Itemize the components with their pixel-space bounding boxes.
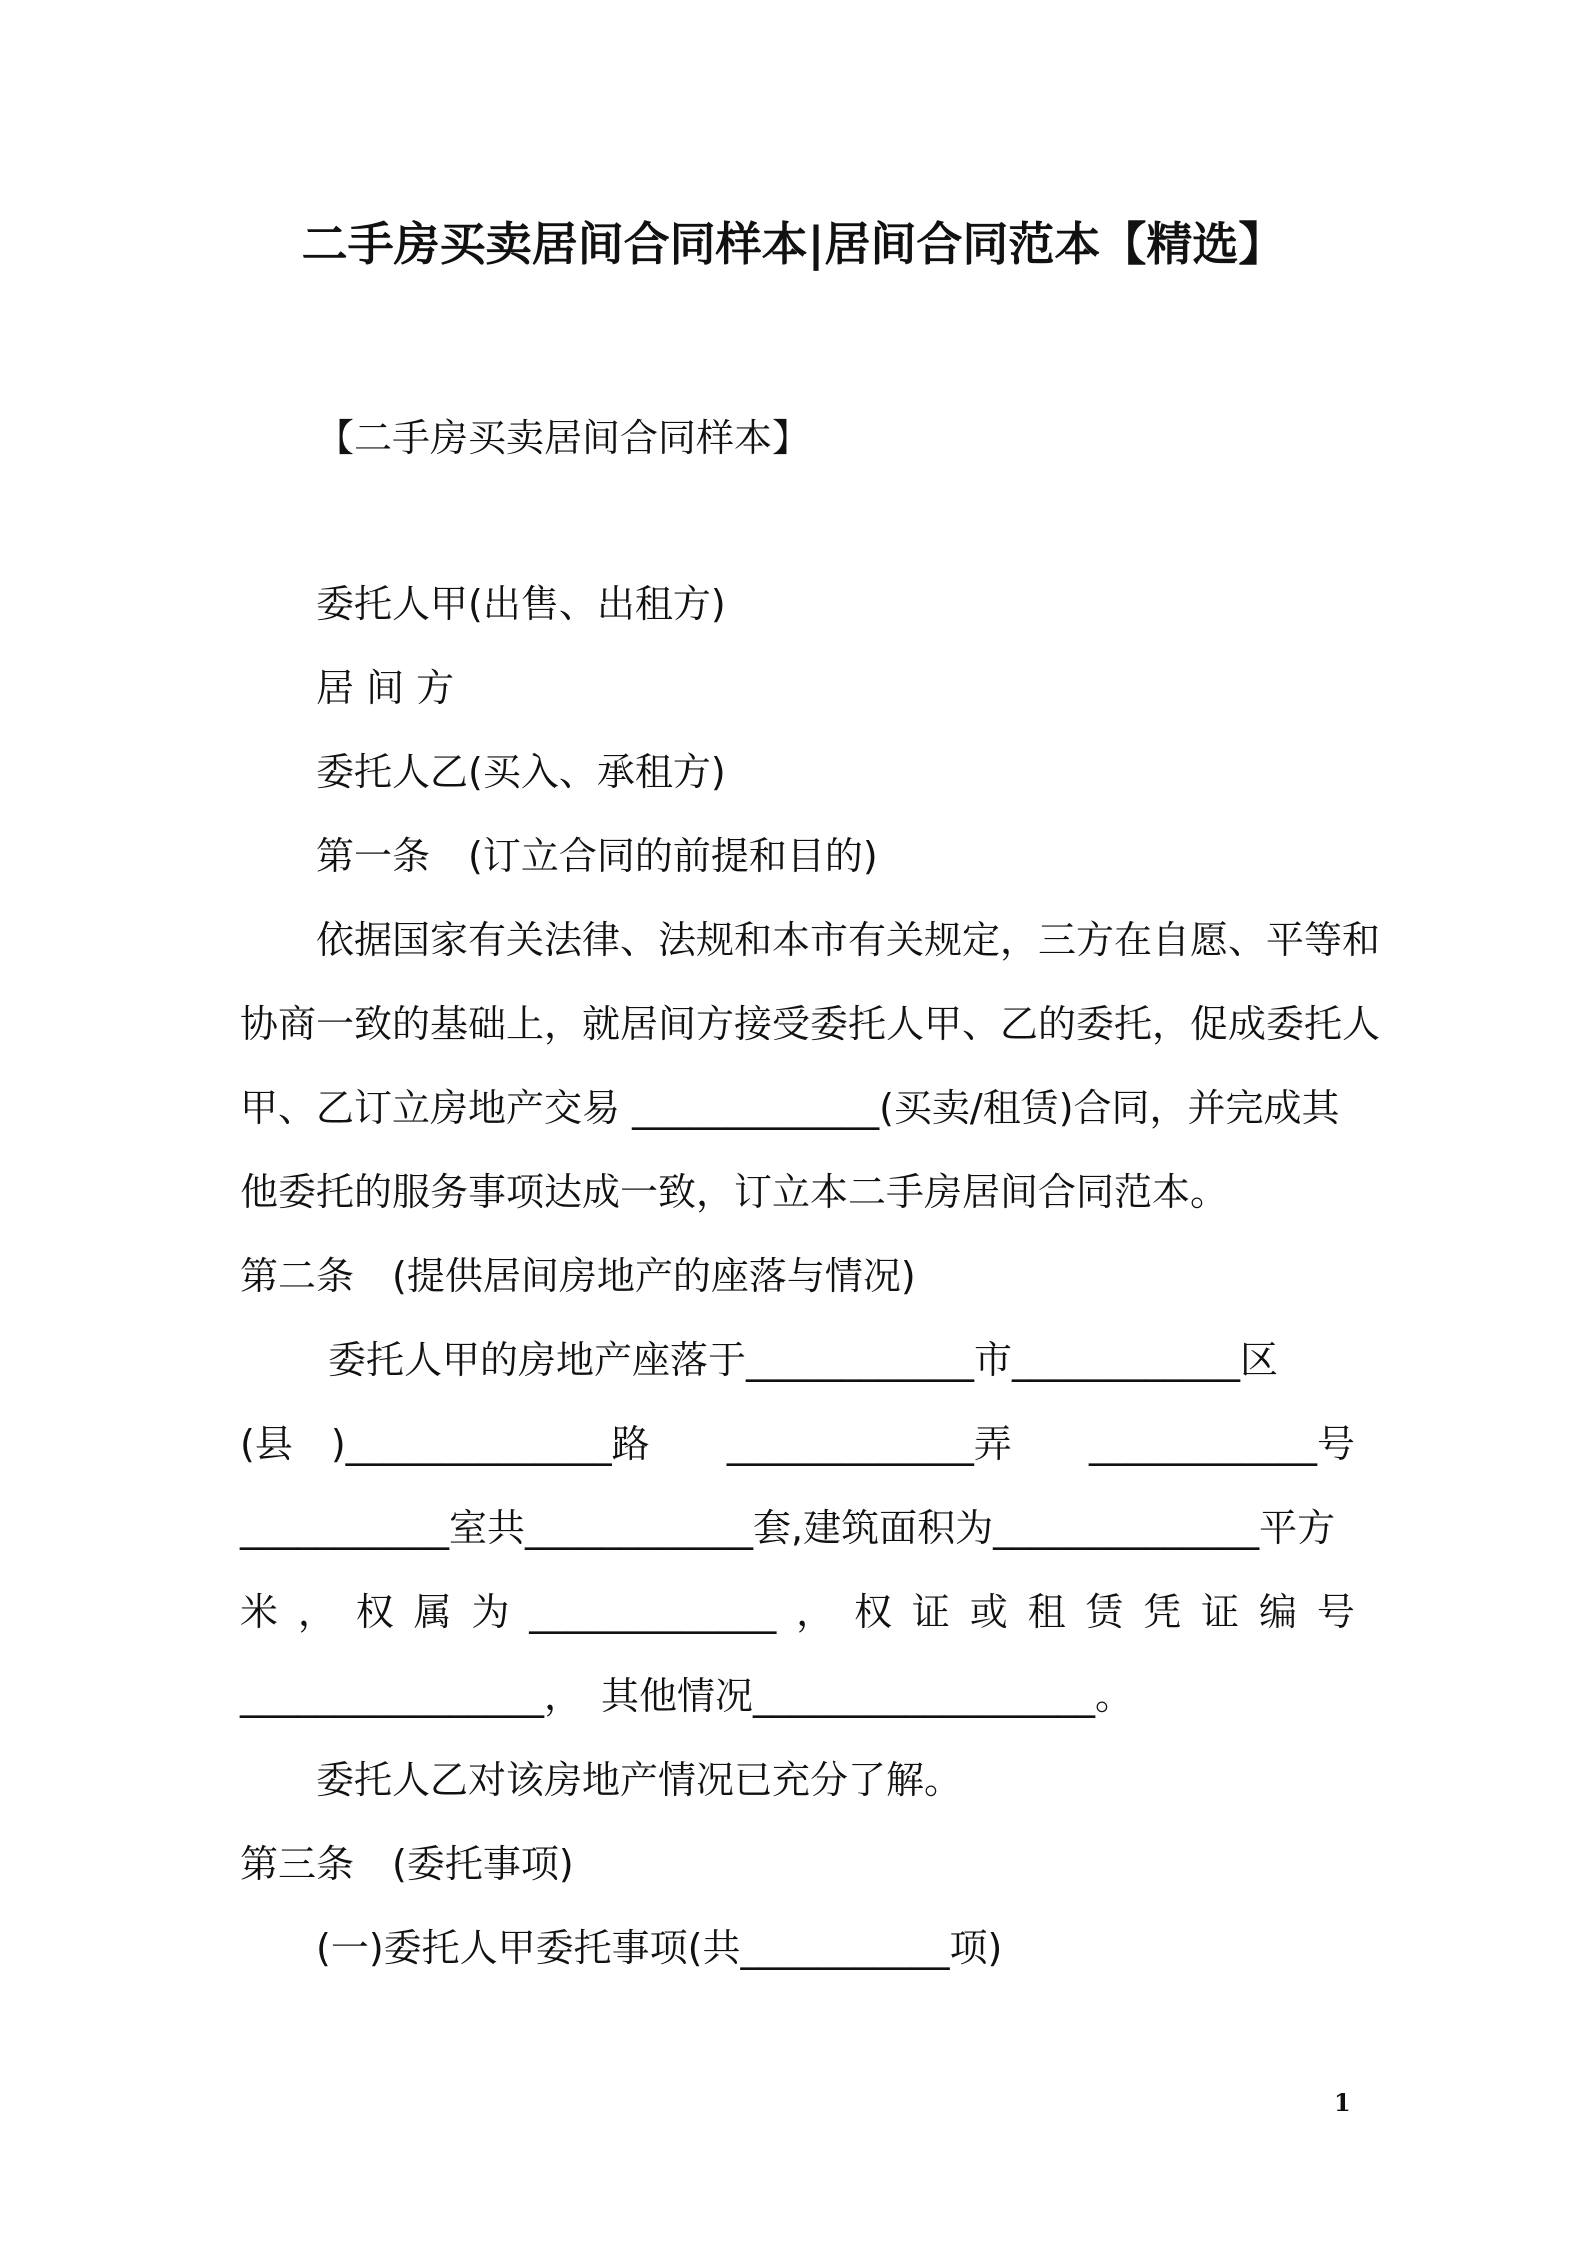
line-4-char: 或 [969, 1590, 1008, 1634]
article-1-line-2: 协商一致的基础上，就居间方接受委托人甲、乙的委托，促成委托人 [240, 1002, 1381, 1046]
document-title: 二手房买卖居间合同样本|居间合同范本【精选】 [301, 217, 1285, 271]
article-3-item-1: (一)委托人甲委托事项(共___________项) [316, 1926, 1003, 1970]
line-4-char: 凭 [1143, 1590, 1182, 1634]
section-heading: 【二手房买卖居间合同样本】 [316, 416, 811, 460]
line-4-char: 米 [240, 1590, 279, 1634]
article-2-line-2 [240, 1422, 1355, 1466]
line-4-char: 属 [413, 1590, 452, 1634]
article-2-line-1: 委托人甲的房地产座落于____________市____________区 [328, 1338, 1279, 1382]
line-4-char: 权 [854, 1590, 893, 1634]
line-4-char: 证 [911, 1590, 950, 1634]
article-2-line-4 [240, 1590, 1355, 1634]
line-4-char: 租 [1027, 1590, 1066, 1634]
article-1-line-1: 依据国家有关法律、法规和本市有关规定，三方在自愿、平等和 [316, 918, 1381, 962]
article-1-line-4: 他委托的服务事项达成一致，订立本二手房居间合同范本。 [240, 1170, 1229, 1214]
line-2-seg: ____________号 [1088, 1422, 1355, 1466]
line-4-char: 权 [355, 1590, 394, 1634]
intermediary-label: 居 间 方 [316, 666, 455, 710]
party-b-label: 委托人乙(买入、承租方) [316, 750, 726, 794]
article-2-heading: 第二条 (提供居间房地产的座落与情况) [240, 1254, 916, 1298]
line-4-char: ， [796, 1590, 835, 1634]
article-2-line-5: ________________， 其他情况__________________。 [240, 1674, 1134, 1718]
line-4-char: 号 [1316, 1590, 1355, 1634]
article-1-heading: 第一条 (订立合同的前提和目的) [316, 834, 878, 878]
page-number: 1 [1334, 2088, 1351, 2117]
line-2-seg: (县 )______________路 [240, 1422, 650, 1466]
article-2-line-3: ___________室共____________套,建筑面积为______________平方 [240, 1506, 1336, 1550]
line-4-char: ， [297, 1590, 336, 1634]
article-2-paragraph-2: 委托人乙对该房地产情况已充分了解。 [316, 1758, 963, 1802]
article-1-line-3: 甲、乙订立房地产交易 _____________(买卖/租赁)合同，并完成其 [240, 1086, 1340, 1130]
line-2-seg: _____________弄 [726, 1422, 1012, 1466]
line-4-char: 证 [1201, 1590, 1240, 1634]
party-a-label: 委托人甲(出售、出租方) [316, 582, 726, 626]
line-4-char: 编 [1259, 1590, 1298, 1634]
article-3-heading: 第三条 (委托事项) [240, 1842, 574, 1886]
line-4-blank: _____________ [529, 1590, 777, 1634]
line-4-char: 赁 [1085, 1590, 1124, 1634]
line-4-char: 为 [471, 1590, 510, 1634]
